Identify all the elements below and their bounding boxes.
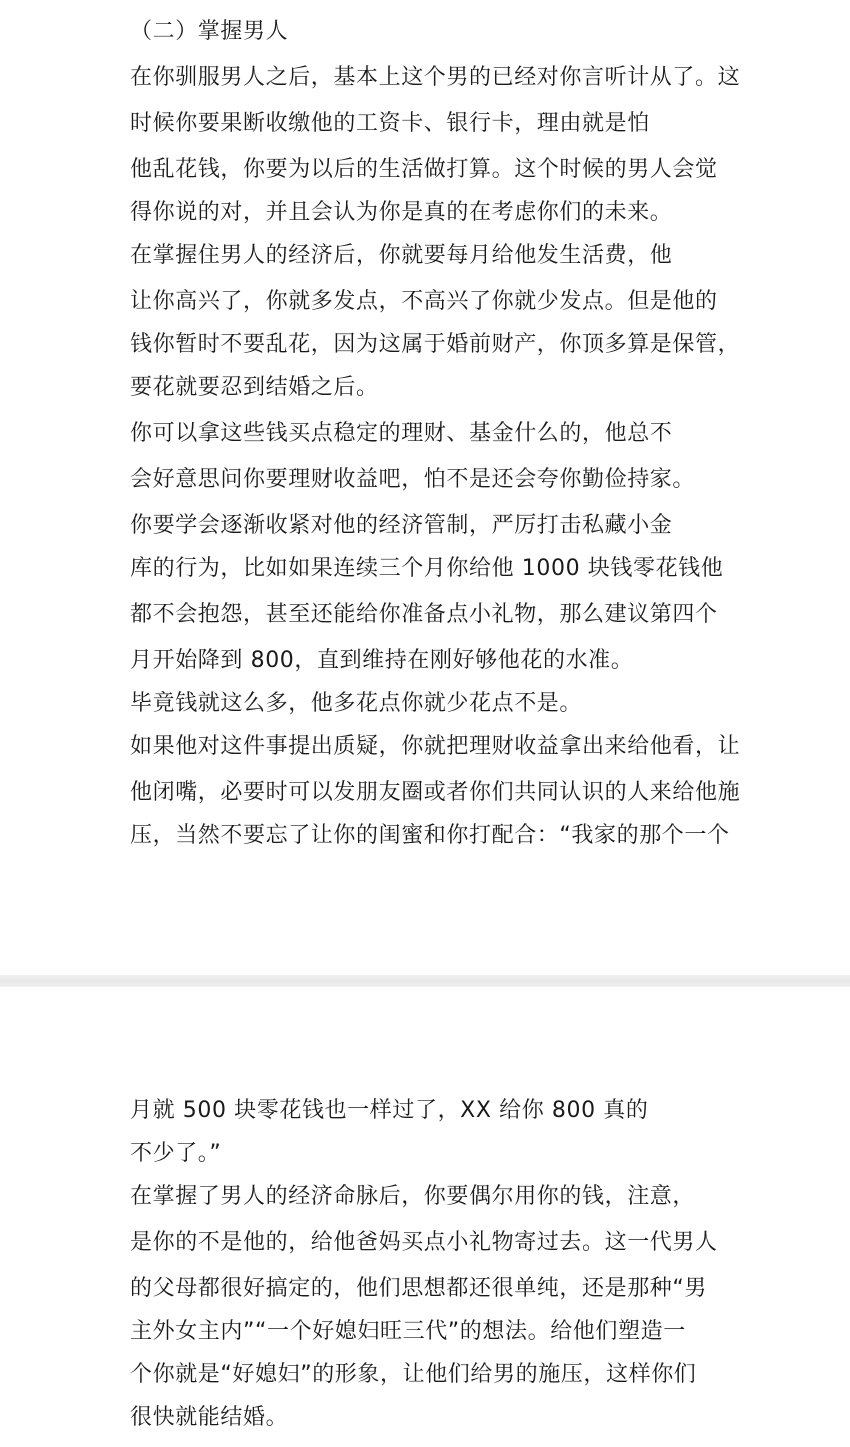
text-line: 让你高兴了，你就多发点，不高兴了你就少发点。但是他的 [130, 289, 718, 314]
text-line: 时候你要果断收缴他的工资卡、银行卡，理由就是怕 [130, 111, 650, 136]
text-line: 在掌握住男人的经济后，你就要每月给他发生活费，他 [130, 243, 673, 268]
text-line: 主外女主内”“一个好媳妇旺三代”的想法。给他们塑造一 [130, 1319, 686, 1344]
text-line: 月就 500 块零花钱也一样过了，XX 给你 800 真的 [130, 1098, 649, 1123]
text-line: 他闭嘴，必要时可以发朋友圈或者你们共同认识的人来给他施 [130, 780, 741, 805]
text-line: 得你说的对，并且会认为你是真的在考虑你们的未来。 [130, 200, 673, 225]
section-heading: （二）掌握男人 [130, 19, 289, 44]
text-line: 压，当然不要忘了让你的闺蜜和你打配合：“我家的那个一个 [130, 823, 730, 848]
page-separator [0, 975, 850, 987]
text-line: 在掌握了男人的经济命脉后，你要偶尔用你的钱，注意， [130, 1184, 696, 1209]
text-line: 很快就能结婚。 [130, 1405, 289, 1430]
text-line: 个你就是“好媳妇”的形象，让他们给男的施压，这样你们 [130, 1362, 697, 1387]
document-page-bottom [0, 987, 850, 1447]
text-line: 的父母都很好搞定的，他们思想都还很单纯，还是那种“男 [130, 1276, 707, 1301]
text-line: 库的行为，比如如果连续三个月你给他 1000 块钱零花钱他 [130, 556, 724, 581]
text-line: 不少了。” [130, 1141, 222, 1166]
text-line: 会好意思问你要理财收益吧，怕不是还会夸你勤俭持家。 [130, 467, 696, 492]
text-line: 你可以拿这些钱买点稳定的理财、基金什么的，他总不 [130, 421, 673, 446]
text-line: 钱你暂时不要乱花，因为这属于婚前财产，你顶多算是保管， [130, 332, 741, 357]
text-line: 毕竟钱就这么多，他多花点你就少花点不是。 [130, 691, 583, 716]
text-line: 他乱花钱，你要为以后的生活做打算。这个时候的男人会觉 [130, 157, 718, 182]
text-line: 都不会抱怨，甚至还能给你准备点小礼物，那么建议第四个 [130, 602, 718, 627]
text-line: 要花就要忍到结婚之后。 [130, 375, 379, 400]
text-line: 在你驯服男人之后，基本上这个男的已经对你言听计从了。这 [130, 65, 741, 90]
text-line: 月开始降到 800，直到维持在刚好够他花的水准。 [130, 648, 634, 673]
text-line: 如果他对这件事提出质疑，你就把理财收益拿出来给他看，让 [130, 734, 741, 759]
text-line: 你要学会逐渐收紧对他的经济管制，严厉打击私藏小金 [130, 513, 673, 538]
text-line: 是你的不是他的，给他爸妈买点小礼物寄过去。这一代男人 [130, 1230, 718, 1255]
